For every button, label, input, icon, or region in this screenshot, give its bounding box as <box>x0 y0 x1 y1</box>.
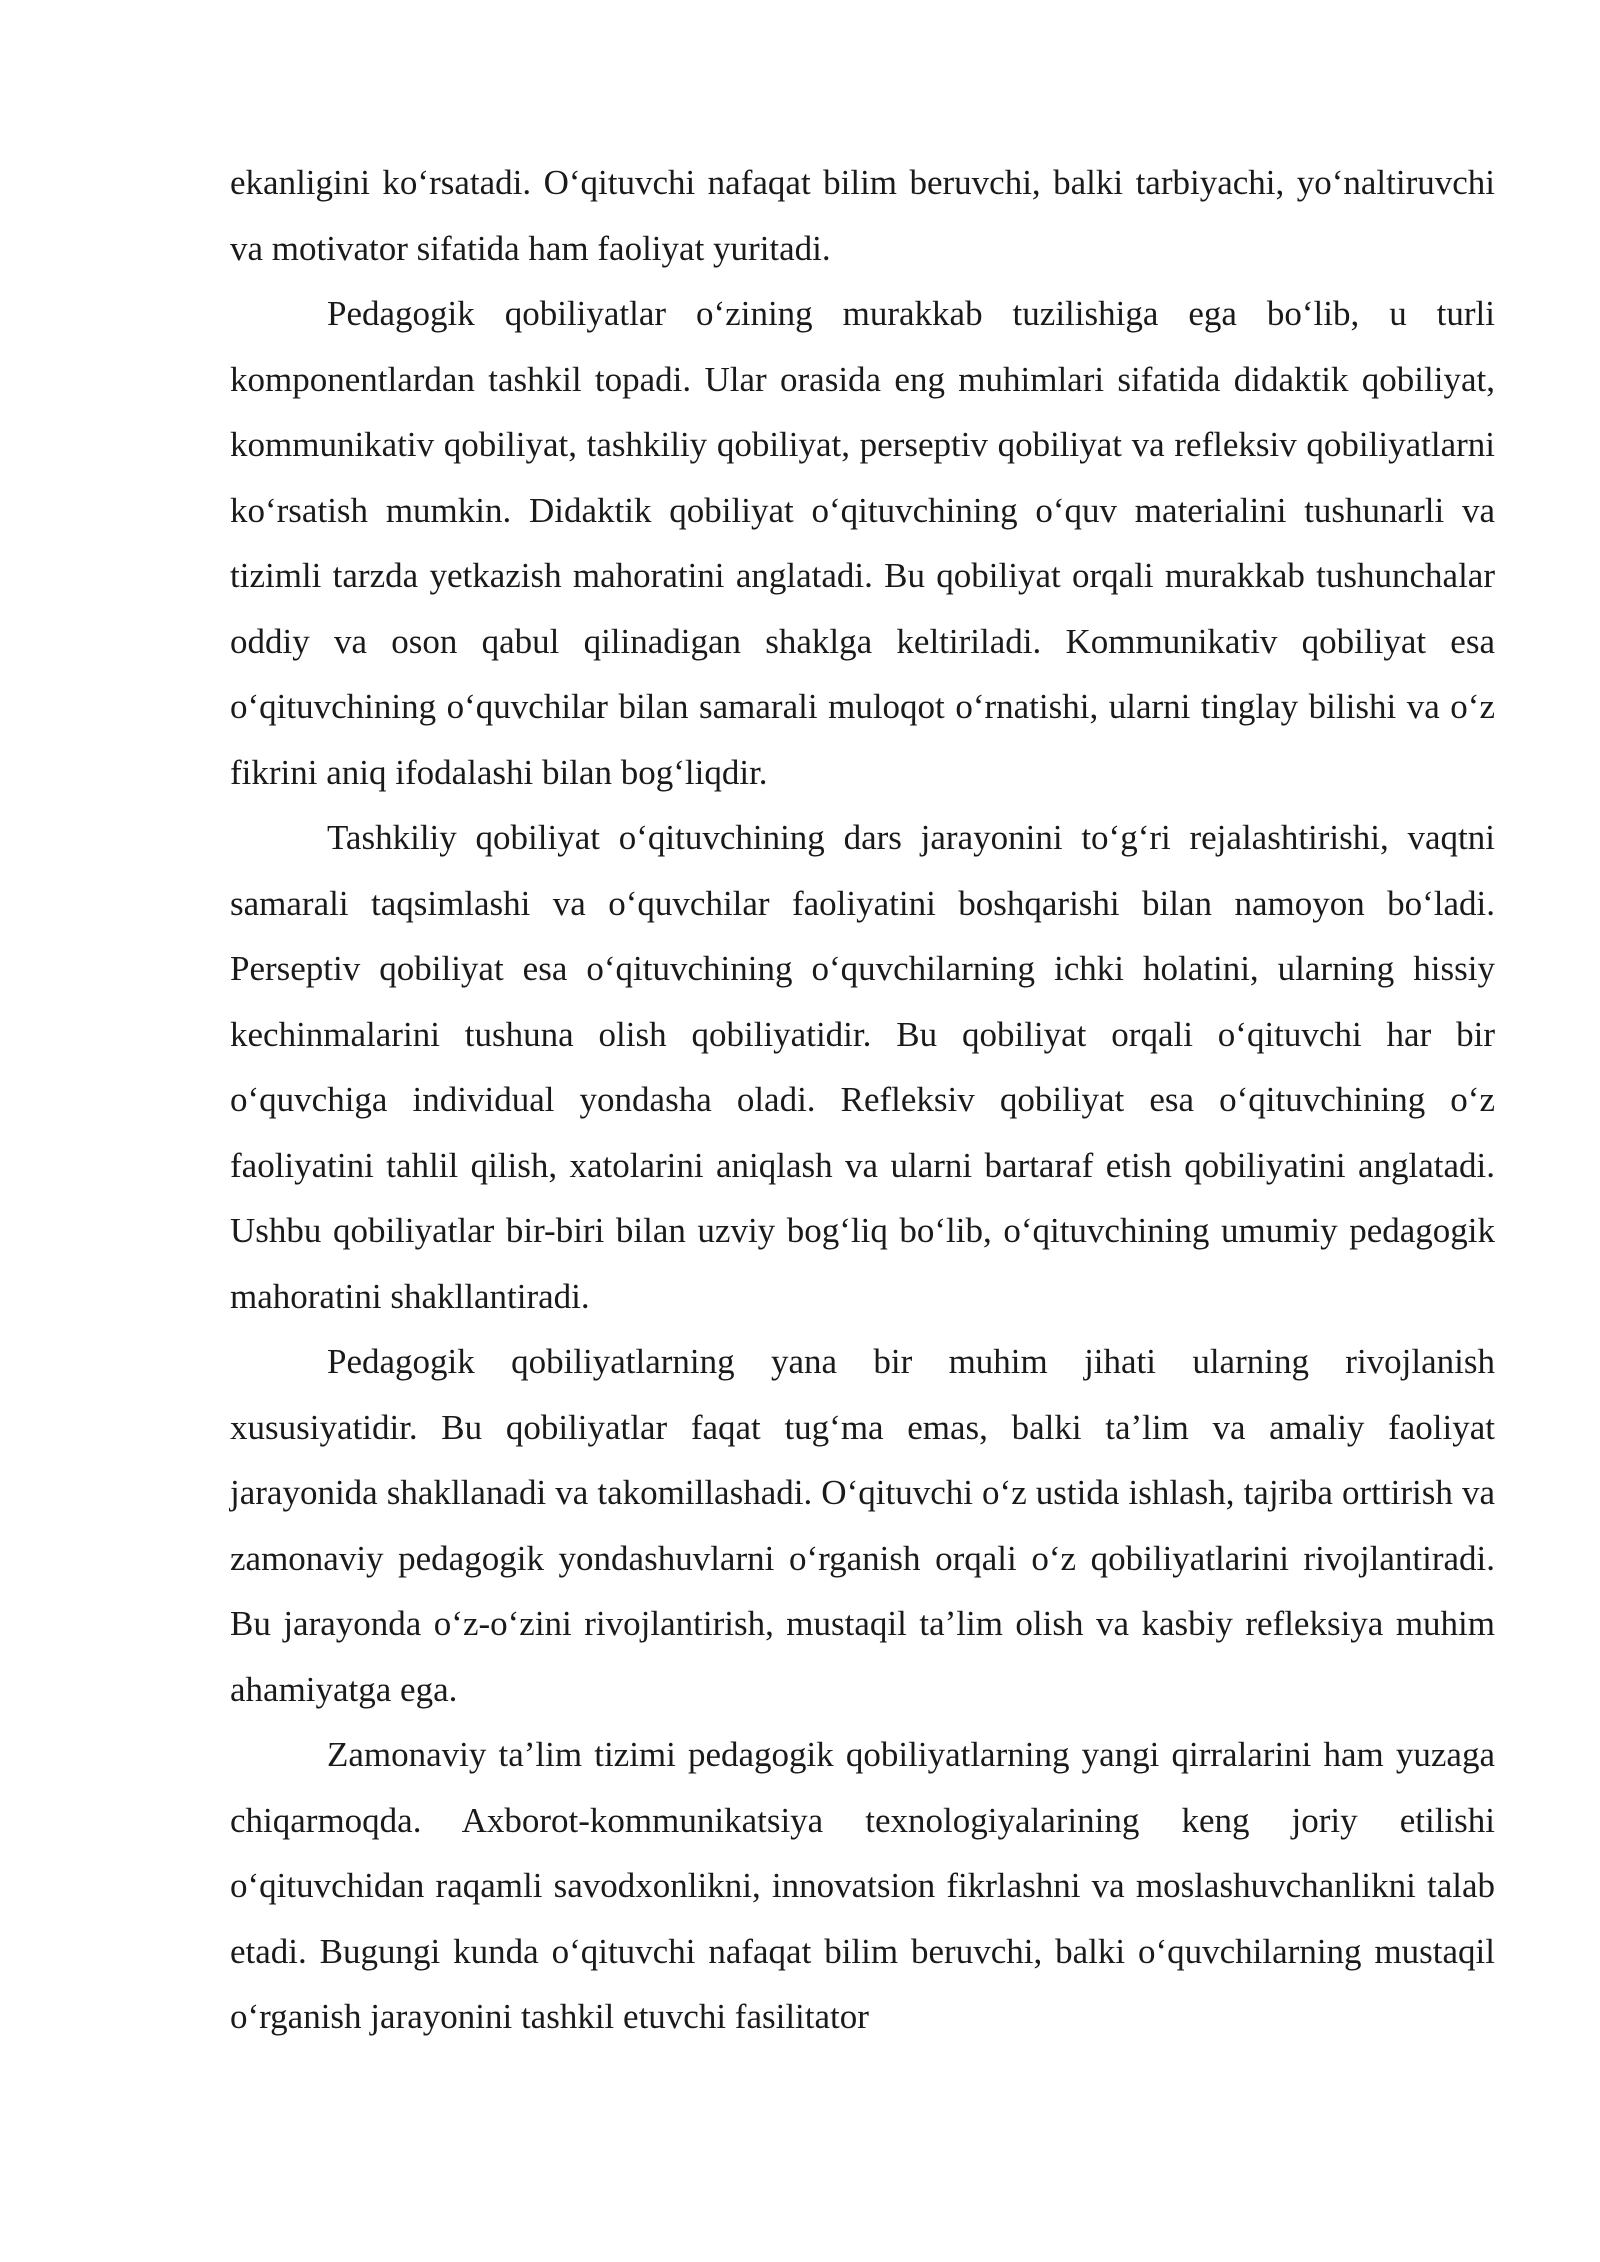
paragraph-1: ekanligini koʻrsatadi. Oʻqituvchi nafaqat bilim beruvchi, balki tarbiyachi, yoʻnaltiruvchi va motivator sifatida ham faoliyat yuritadi. <box>230 163 1495 268</box>
paragraph-4: Pedagogik qobiliyatlarning yana bir muhim jihati ularning rivojlanish xususiyatidir. Bu qobiliyatlar faqat tugʻma emas, balki taʼlim va amaliy faoliyat jarayonida shakllanadi va takomillashadi. Oʻqituvchi oʻz ustida ishlash, tajriba orttirish va zamonaviy pedagogik yondashuvlarni oʻrganish orqali oʻz qobiliyatlarini rivojlantiradi. Bu jarayonda oʻz-oʻzini rivojlantirish, mustaqil taʼlim olish va kasbiy refleksiya muhim ahamiyatga ega. <box>230 1342 1495 1709</box>
paragraph-3: Tashkiliy qobiliyat oʻqituvchining dars jarayonini toʻgʻri rejalashtirishi, vaqtni samarali taqsimlashi va oʻquvchilar faoliyatini boshqarishi bilan namoyon boʻladi. Perseptiv qobiliyat esa oʻqituvchining oʻquvchilarning ichki holatini, ularning hissiy kechinmalarini tushuna olish qobiliyatidir. Bu qobiliyat orqali oʻqituvchi har bir oʻquvchiga individual yondasha oladi. Refleksiv qobiliyat esa oʻqituvchining oʻz faoliyatini tahlil qilish, xatolarini aniqlash va ularni bartaraf etish qobiliyatini anglatadi. Ushbu qobiliyatlar bir-biri bilan uzviy bogʻliq boʻlib, oʻqituvchining umumiy pedagogik mahoratini shakllantiradi. <box>230 818 1495 1316</box>
paragraph-5: Zamonaviy taʼlim tizimi pedagogik qobiliyatlarning yangi qirralarini ham yuzaga chiqarmoqda. Axborot-kommunikatsiya texnologiyalarining keng joriy etilishi oʻqituvchidan raqamli savodxonlikni, innovatsion fikrlashni va moslashuvchanlikni talab etadi. Bugungi kunda oʻqituvchi nafaqat bilim beruvchi, balki oʻquvchilarning mustaqil oʻrganish jarayonini tashkil etuvchi fasilitator <box>230 1735 1495 2036</box>
document-page <box>230 150 1495 2050</box>
paragraph-2: Pedagogik qobiliyatlar oʻzining murakkab tuzilishiga ega boʻlib, u turli komponentlardan tashkil topadi. Ular orasida eng muhimlari sifatida didaktik qobiliyat, kommunikativ qobiliyat, tashkiliy qobiliyat, perseptiv qobiliyat va refleksiv qobiliyatlarni koʻrsatish mumkin. Didaktik qobiliyat oʻqituvchining oʻquv materialini tushunarli va tizimli tarzda yetkazish mahoratini anglatadi. Bu qobiliyat orqali murakkab tushunchalar oddiy va oson qabul qilinadigan shaklga keltiriladi. Kommunikativ qobiliyat esa oʻqituvchining oʻquvchilar bilan samarali muloqot oʻrnatishi, ularni tinglay bilishi va oʻz fikrini aniq ifodalashi bilan bogʻliqdir. <box>230 294 1495 792</box>
